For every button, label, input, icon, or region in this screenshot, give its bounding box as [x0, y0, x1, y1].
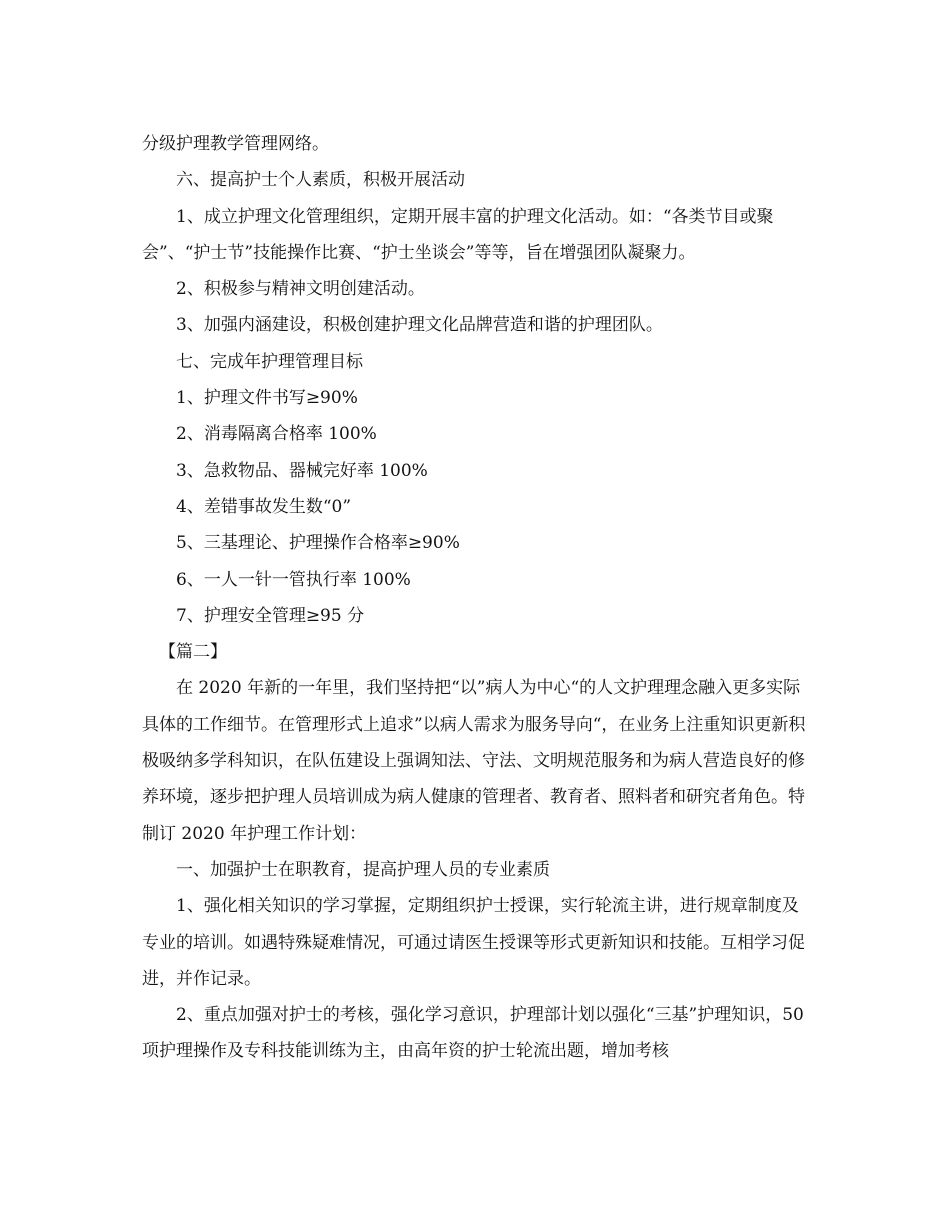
paragraph: 3、加强内涵建设，积极创建护理文化品牌营造和谐的护理团队。	[176, 315, 663, 336]
section-marker: 【篇二】	[159, 642, 227, 663]
document-body	[142, 126, 808, 1070]
list-item: 1、护理文件书写≥90%	[176, 388, 358, 409]
list-item: 2、消毒隔离合格率 100%	[176, 424, 377, 445]
list-item: 6、一人一针一管执行率 100%	[176, 569, 411, 590]
paragraph: 在 2020 年新的一年里，我们坚持把“以”病人为中心“的人文护理理念融入更多实际具体的工作细节。在管理形式上追求”以病人需求为服务导向“，在业务上注重知识更新积极吸纳多学科知识，在队伍建设上强调知法、守法、文明规范服务和为病人营造良好的修养环境，逐步把护理人员培训成为病人健康的管理者、教育者、照料者和研究者角色。特制订 2020 年护理工作计划：	[142, 678, 806, 844]
paragraph: 1、成立护理文化管理组织，定期开展丰富的护理文化活动。如：“各类节目或聚会”、“护士节”技能操作比赛、“护士坐谈会”等等，旨在增强团队凝聚力。	[142, 206, 774, 263]
paragraph: 1、强化相关知识的学习掌握，定期组织护士授课，实行轮流主讲，进行规章制度及专业的培训。如遇特殊疑难情况，可通过请医生授课等形式更新知识和技能。互相学习促进，并作记录。	[142, 896, 805, 989]
paragraph: 分级护理教学管理网络。	[142, 134, 329, 154]
section-heading: 一、加强护士在职教育，提高护理人员的专业素质	[176, 859, 550, 880]
section-heading: 七、完成年护理管理目标	[176, 351, 363, 372]
section-heading: 六、提高护士个人素质，积极开展活动	[176, 170, 465, 191]
list-item: 4、差错事故发生数“0”	[176, 496, 352, 517]
list-item: 5、三基理论、护理操作合格率≥90%	[176, 533, 460, 554]
list-item: 7、护理安全管理≥95 分	[176, 605, 365, 626]
paragraph: 2、重点加强对护士的考核，强化学习意识，护理部计划以强化“三基”护理知识，50 项护理操作及专科技能训练为主，由高年资的护士轮流出题，增加考核	[142, 1005, 804, 1062]
paragraph: 2、积极参与精神文明创建活动。	[176, 279, 425, 300]
list-item: 3、急救物品、器械完好率 100%	[176, 460, 428, 481]
